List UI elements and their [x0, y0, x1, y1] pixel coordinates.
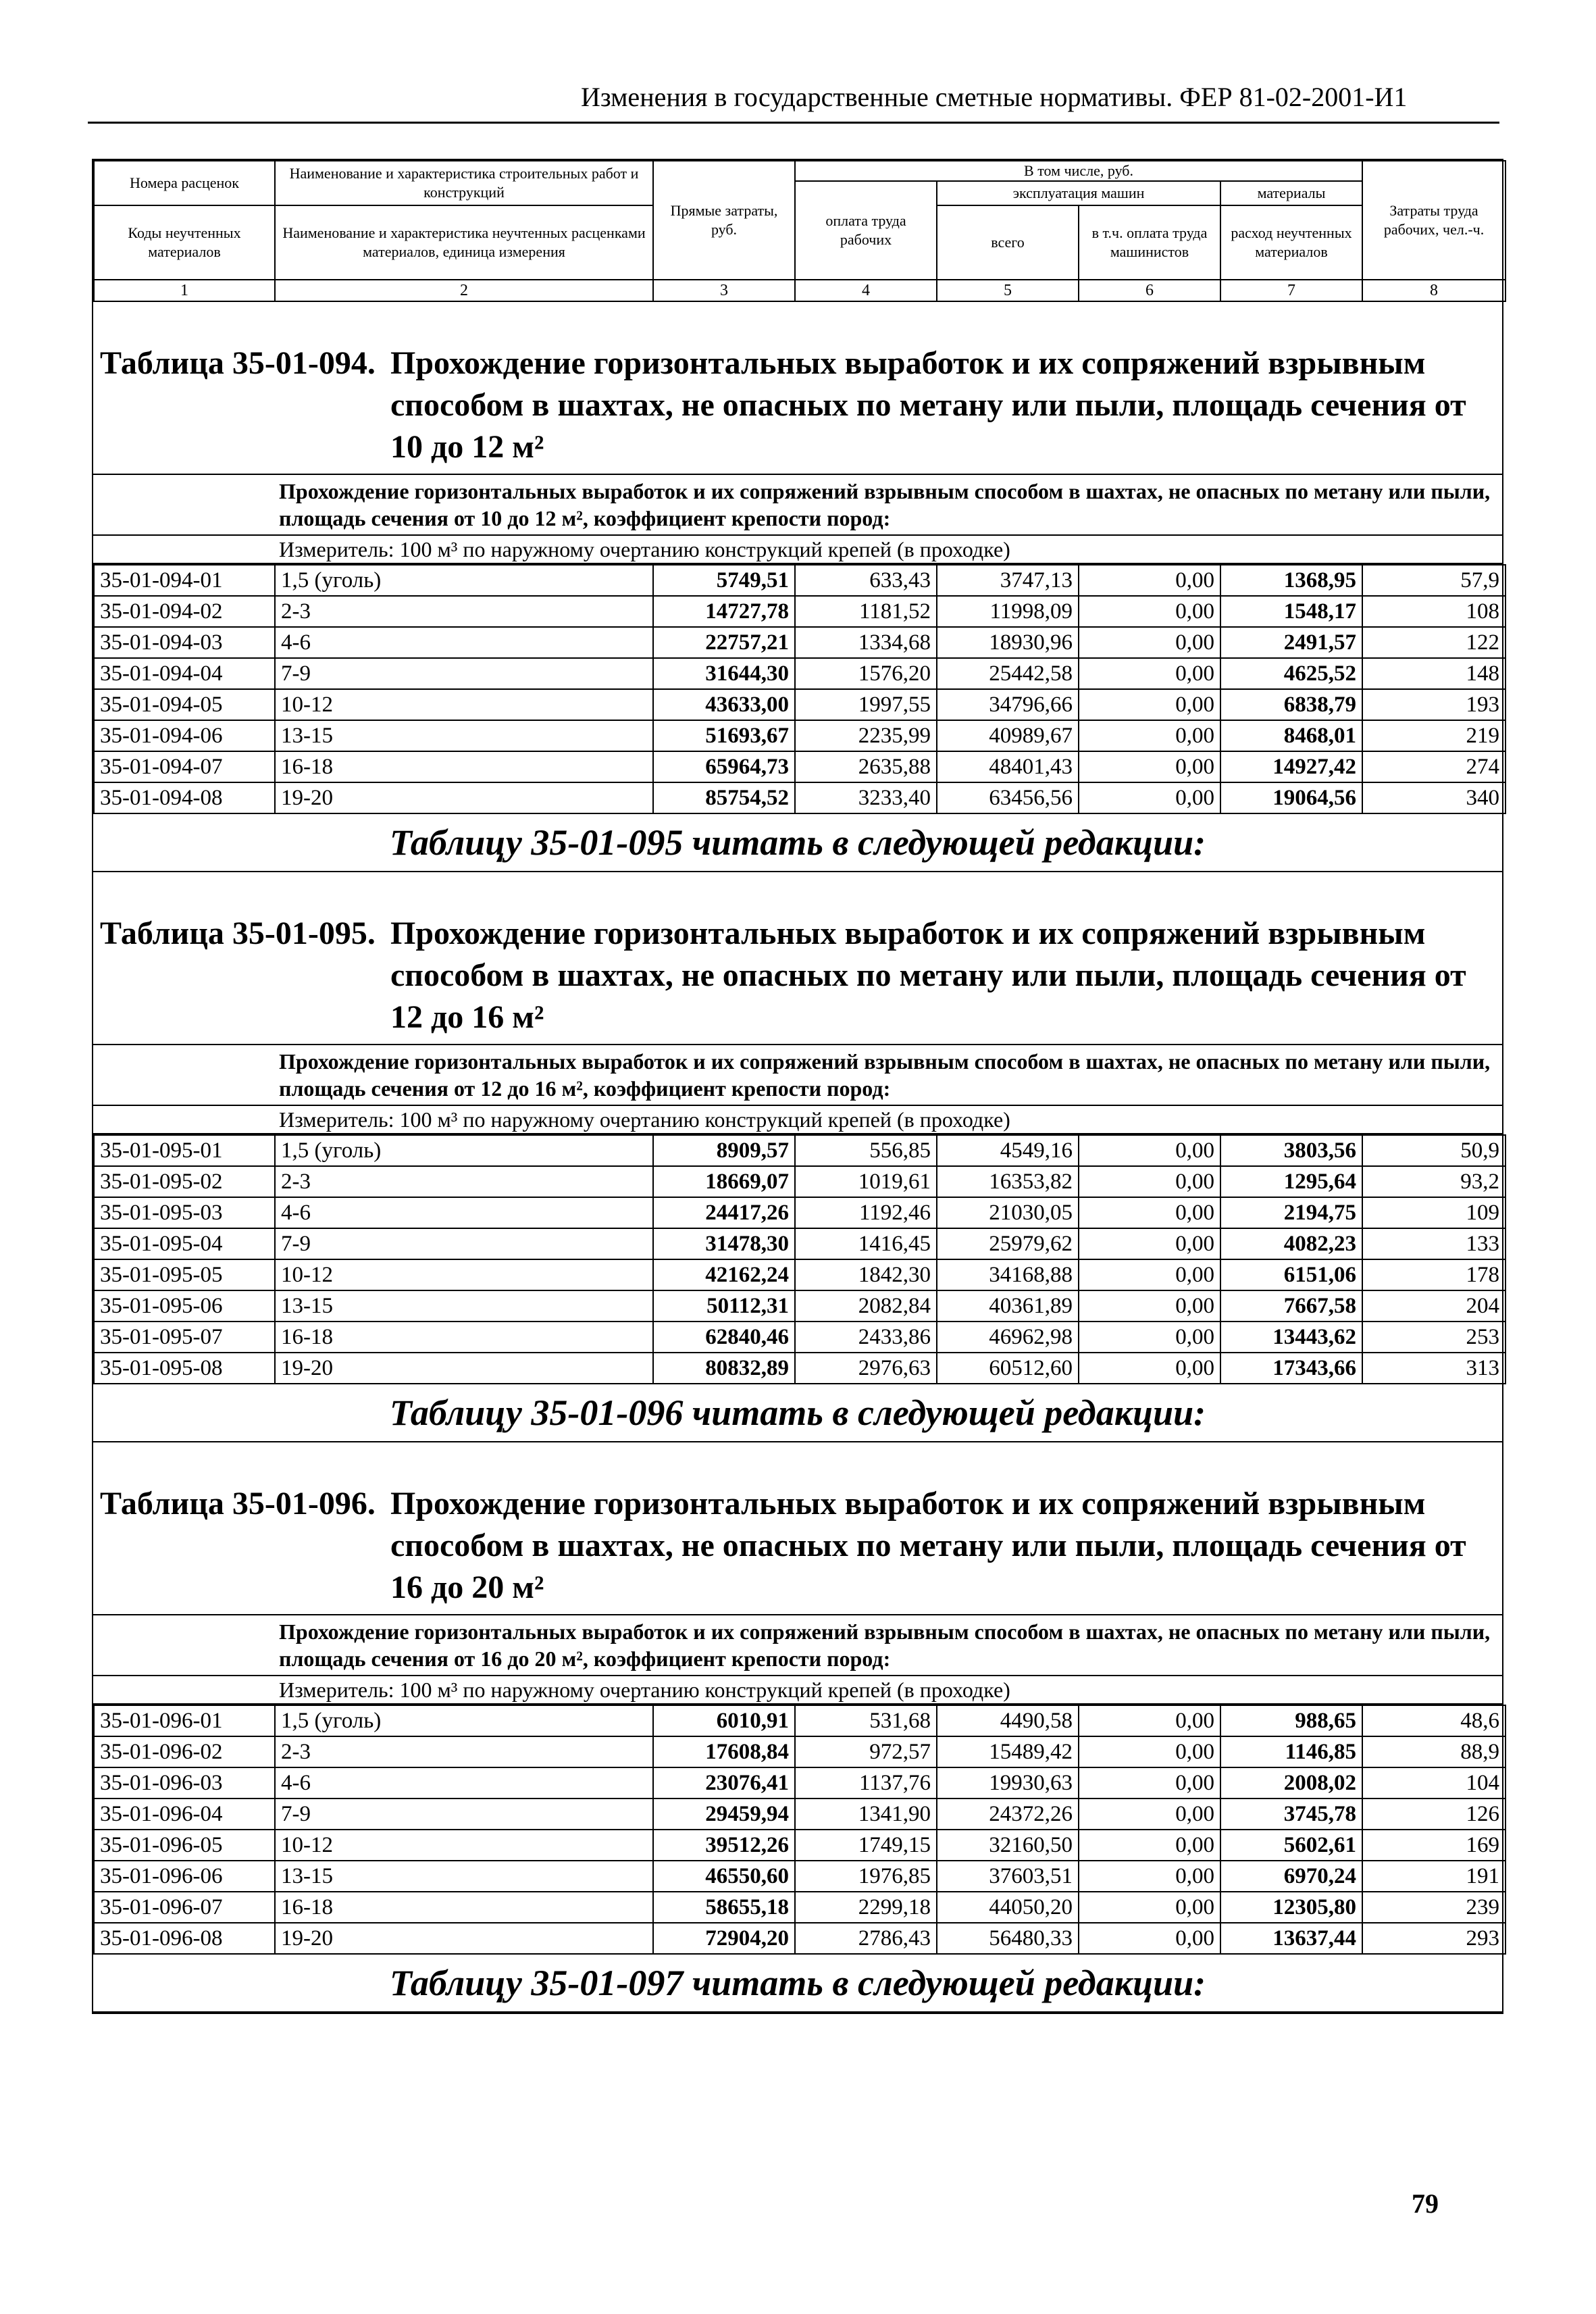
- rock-hardness: 1,5 (уголь): [275, 565, 653, 596]
- materials: 6970,24: [1220, 1861, 1362, 1892]
- labor-pay: 1576,20: [795, 658, 937, 689]
- operators-pay: 0,00: [1079, 751, 1220, 782]
- direct-costs: 42162,24: [653, 1259, 795, 1290]
- rate-code: 35-01-095-03: [94, 1197, 275, 1228]
- materials: 7667,58: [1220, 1290, 1362, 1322]
- table-row: [94, 1705, 1505, 1736]
- rates-table: [93, 1134, 1506, 1384]
- measure-unit: Измеритель: 100 м³ по наружному очертанию конструкций крепей (в проходке): [93, 1676, 1502, 1705]
- measure-unit: Измеритель: 100 м³ по наружному очертанию конструкций крепей (в проходке): [93, 1106, 1502, 1134]
- table-row: [94, 1290, 1505, 1322]
- rate-code: 35-01-095-05: [94, 1259, 275, 1290]
- column-number: 6: [1079, 280, 1220, 301]
- direct-costs: 23076,41: [653, 1767, 795, 1799]
- page-header: Изменения в государственные сметные нормативы. ФЕР 81-02-2001-И1: [581, 82, 1408, 112]
- rate-code: 35-01-095-01: [94, 1135, 275, 1166]
- rock-hardness: 4-6: [275, 1767, 653, 1799]
- table-row: [94, 1259, 1505, 1290]
- labor-hours: 122: [1362, 627, 1505, 658]
- labor-hours: 133: [1362, 1228, 1505, 1259]
- labor-hours: 191: [1362, 1861, 1505, 1892]
- machines-total: 21030,05: [937, 1197, 1079, 1228]
- direct-costs: 17608,84: [653, 1736, 795, 1767]
- direct-costs: 43633,00: [653, 689, 795, 720]
- operators-pay: 0,00: [1079, 1923, 1220, 1954]
- section-spacer: [93, 1442, 1502, 1476]
- rate-code: 35-01-094-08: [94, 782, 275, 813]
- col-header-labor-pay: оплата труда рабочих: [795, 181, 937, 280]
- machines-total: 44050,20: [937, 1892, 1079, 1923]
- rate-code: 35-01-095-02: [94, 1166, 275, 1197]
- materials: 1368,95: [1220, 565, 1362, 596]
- section-description: Прохождение горизонтальных выработок и их сопряжений взрывным способом в шахтах, не опасных по метану или пыли, площадь сечения от 16 до 20 м², коэффициент крепости пород:: [93, 1615, 1502, 1676]
- labor-pay: 1976,85: [795, 1861, 937, 1892]
- labor-hours: 193: [1362, 689, 1505, 720]
- rock-hardness: 2-3: [275, 596, 653, 627]
- rock-hardness: 7-9: [275, 658, 653, 689]
- direct-costs: 24417,26: [653, 1197, 795, 1228]
- machines-total: 25979,62: [937, 1228, 1079, 1259]
- labor-hours: 126: [1362, 1799, 1505, 1830]
- operators-pay: 0,00: [1079, 689, 1220, 720]
- machines-total: 40989,67: [937, 720, 1079, 751]
- table-row: [94, 1830, 1505, 1861]
- section-description: Прохождение горизонтальных выработок и их сопряжений взрывным способом в шахтах, не опасных по метану или пыли, площадь сечения от 10 до 12 м², коэффициент крепости пород:: [93, 475, 1502, 536]
- rock-hardness: 7-9: [275, 1228, 653, 1259]
- labor-pay: 2433,86: [795, 1322, 937, 1353]
- direct-costs: 5749,51: [653, 565, 795, 596]
- rate-code: 35-01-094-01: [94, 565, 275, 596]
- rock-hardness: 10-12: [275, 1259, 653, 1290]
- machines-total: 60512,60: [937, 1353, 1079, 1384]
- materials: 13637,44: [1220, 1923, 1362, 1954]
- labor-hours: 178: [1362, 1259, 1505, 1290]
- operators-pay: 0,00: [1079, 1259, 1220, 1290]
- labor-pay: 556,85: [795, 1135, 937, 1166]
- table-row: [94, 1799, 1505, 1830]
- direct-costs: 85754,52: [653, 782, 795, 813]
- labor-hours: 109: [1362, 1197, 1505, 1228]
- labor-pay: 1416,45: [795, 1228, 937, 1259]
- operators-pay: 0,00: [1079, 1736, 1220, 1767]
- rock-hardness: 2-3: [275, 1736, 653, 1767]
- rate-code: 35-01-096-02: [94, 1736, 275, 1767]
- measure-unit: Измеритель: 100 м³ по наружному очертанию конструкций крепей (в проходке): [93, 536, 1502, 564]
- table-title: [93, 336, 1502, 475]
- redaction-note: Таблицу 35-01-095 читать в следующей редакции:: [93, 814, 1502, 872]
- column-number: 3: [653, 280, 795, 301]
- machines-total: 32160,50: [937, 1830, 1079, 1861]
- rock-hardness: 16-18: [275, 1322, 653, 1353]
- table-number: Таблица 35-01-094.: [100, 345, 376, 381]
- header-rule: [88, 122, 1499, 124]
- operators-pay: 0,00: [1079, 1290, 1220, 1322]
- machines-total: 40361,89: [937, 1290, 1079, 1322]
- table-title-text: Прохождение горизонтальных выработок и их сопряжений взрывным способом в шахтах, не опасных по метану или пыли, площадь сечения от 10 до 12 м²: [390, 345, 1466, 465]
- rate-table-section: [93, 302, 1502, 872]
- materials: 4082,23: [1220, 1228, 1362, 1259]
- rock-hardness: 19-20: [275, 1923, 653, 1954]
- rate-code: 35-01-096-06: [94, 1861, 275, 1892]
- labor-pay: 1842,30: [795, 1259, 937, 1290]
- labor-hours: 253: [1362, 1322, 1505, 1353]
- table-row: [94, 1923, 1505, 1954]
- operators-pay: 0,00: [1079, 627, 1220, 658]
- section-spacer: [93, 302, 1502, 336]
- machines-total: 18930,96: [937, 627, 1079, 658]
- direct-costs: 39512,26: [653, 1830, 795, 1861]
- column-number: 7: [1220, 280, 1362, 301]
- table-row: [94, 596, 1505, 627]
- labor-hours: 274: [1362, 751, 1505, 782]
- table-row: [94, 658, 1505, 689]
- table-row: [94, 1892, 1505, 1923]
- labor-hours: 108: [1362, 596, 1505, 627]
- operators-pay: 0,00: [1079, 1228, 1220, 1259]
- rate-code: 35-01-096-03: [94, 1767, 275, 1799]
- redaction-note: Таблицу 35-01-097 читать в следующей редакции:: [93, 1955, 1502, 2013]
- table-row: [94, 1767, 1505, 1799]
- operators-pay: 0,00: [1079, 1197, 1220, 1228]
- operators-pay: 0,00: [1079, 596, 1220, 627]
- labor-hours: 169: [1362, 1830, 1505, 1861]
- labor-pay: 1019,61: [795, 1166, 937, 1197]
- rate-code: 35-01-094-07: [94, 751, 275, 782]
- col-header-material-usage: расход неучтенных материалов: [1220, 205, 1362, 280]
- labor-pay: 1192,46: [795, 1197, 937, 1228]
- rock-hardness: 7-9: [275, 1799, 653, 1830]
- machines-total: 16353,82: [937, 1166, 1079, 1197]
- materials: 12305,80: [1220, 1892, 1362, 1923]
- col-header-including: В том числе, руб.: [795, 161, 1362, 181]
- rate-code: 35-01-094-04: [94, 658, 275, 689]
- machines-total: 24372,26: [937, 1799, 1079, 1830]
- document-frame: [92, 159, 1503, 2014]
- materials: 1548,17: [1220, 596, 1362, 627]
- labor-hours: 48,6: [1362, 1705, 1505, 1736]
- direct-costs: 6010,91: [653, 1705, 795, 1736]
- direct-costs: 51693,67: [653, 720, 795, 751]
- labor-hours: 104: [1362, 1767, 1505, 1799]
- labor-hours: 50,9: [1362, 1135, 1505, 1166]
- rate-code: 35-01-094-06: [94, 720, 275, 751]
- table-title: [93, 906, 1502, 1045]
- machines-total: 63456,56: [937, 782, 1079, 813]
- labor-hours: 88,9: [1362, 1736, 1505, 1767]
- labor-pay: 1334,68: [795, 627, 937, 658]
- rates-table: [93, 564, 1506, 814]
- operators-pay: 0,00: [1079, 1353, 1220, 1384]
- table-row: [94, 1228, 1505, 1259]
- direct-costs: 80832,89: [653, 1353, 795, 1384]
- labor-pay: 1997,55: [795, 689, 937, 720]
- direct-costs: 62840,46: [653, 1322, 795, 1353]
- rock-hardness: 16-18: [275, 751, 653, 782]
- materials: 2491,57: [1220, 627, 1362, 658]
- materials: 8468,01: [1220, 720, 1362, 751]
- labor-pay: 3233,40: [795, 782, 937, 813]
- redaction-note: Таблицу 35-01-096 читать в следующей редакции:: [93, 1384, 1502, 1442]
- table-number: Таблица 35-01-095.: [100, 915, 376, 951]
- machines-total: 25442,58: [937, 658, 1079, 689]
- labor-pay: 2786,43: [795, 1923, 937, 1954]
- labor-hours: 340: [1362, 782, 1505, 813]
- materials: 1295,64: [1220, 1166, 1362, 1197]
- table-row: [94, 1166, 1505, 1197]
- table-row: [94, 1736, 1505, 1767]
- direct-costs: 8909,57: [653, 1135, 795, 1166]
- machines-total: 56480,33: [937, 1923, 1079, 1954]
- machines-total: 19930,63: [937, 1767, 1079, 1799]
- rate-code: 35-01-096-05: [94, 1830, 275, 1861]
- operators-pay: 0,00: [1079, 1830, 1220, 1861]
- labor-hours: 204: [1362, 1290, 1505, 1322]
- machines-total: 3747,13: [937, 565, 1079, 596]
- col-header-materials-group: материалы: [1220, 181, 1362, 205]
- operators-pay: 0,00: [1079, 1166, 1220, 1197]
- rock-hardness: 10-12: [275, 1830, 653, 1861]
- rate-code: 35-01-096-07: [94, 1892, 275, 1923]
- operators-pay: 0,00: [1079, 720, 1220, 751]
- labor-pay: 1749,15: [795, 1830, 937, 1861]
- rate-code: 35-01-096-01: [94, 1705, 275, 1736]
- materials: 14927,42: [1220, 751, 1362, 782]
- labor-hours: 57,9: [1362, 565, 1505, 596]
- rate-code: 35-01-095-04: [94, 1228, 275, 1259]
- table-row: [94, 720, 1505, 751]
- operators-pay: 0,00: [1079, 1705, 1220, 1736]
- materials: 5602,61: [1220, 1830, 1362, 1861]
- operators-pay: 0,00: [1079, 1799, 1220, 1830]
- rock-hardness: 2-3: [275, 1166, 653, 1197]
- col-header-operators-pay: в т.ч. оплата труда машинистов: [1079, 205, 1220, 280]
- materials: 4625,52: [1220, 658, 1362, 689]
- rock-hardness: 19-20: [275, 1353, 653, 1384]
- operators-pay: 0,00: [1079, 658, 1220, 689]
- materials: 1146,85: [1220, 1736, 1362, 1767]
- labor-pay: 1181,52: [795, 596, 937, 627]
- direct-costs: 14727,78: [653, 596, 795, 627]
- table-title: [93, 1476, 1502, 1615]
- section-spacer: [93, 872, 1502, 906]
- materials: 2008,02: [1220, 1767, 1362, 1799]
- col-header-material-name: Наименование и характеристика неучтенных расценками материалов, единица измерения: [275, 205, 653, 280]
- direct-costs: 58655,18: [653, 1892, 795, 1923]
- labor-hours: 219: [1362, 720, 1505, 751]
- machines-total: 4549,16: [937, 1135, 1079, 1166]
- labor-hours: 148: [1362, 658, 1505, 689]
- column-number: 4: [795, 280, 937, 301]
- machines-total: 37603,51: [937, 1861, 1079, 1892]
- operators-pay: 0,00: [1079, 565, 1220, 596]
- table-title-text: Прохождение горизонтальных выработок и их сопряжений взрывным способом в шахтах, не опасных по метану или пыли, площадь сечения от 12 до 16 м²: [390, 915, 1466, 1035]
- operators-pay: 0,00: [1079, 1135, 1220, 1166]
- machines-total: 4490,58: [937, 1705, 1079, 1736]
- machines-total: 34796,66: [937, 689, 1079, 720]
- labor-pay: 2299,18: [795, 1892, 937, 1923]
- table-row: [94, 627, 1505, 658]
- col-header-codes: Номера расценок: [94, 161, 275, 205]
- labor-pay: 2976,63: [795, 1353, 937, 1384]
- column-header-table: [93, 160, 1506, 302]
- table-row: [94, 782, 1505, 813]
- col-header-machines-total: всего: [937, 205, 1079, 280]
- column-number-row: [94, 280, 1505, 301]
- materials: 19064,56: [1220, 782, 1362, 813]
- rate-code: 35-01-094-03: [94, 627, 275, 658]
- labor-pay: 2635,88: [795, 751, 937, 782]
- materials: 6151,06: [1220, 1259, 1362, 1290]
- table-title-text: Прохождение горизонтальных выработок и их сопряжений взрывным способом в шахтах, не опасных по метану или пыли, площадь сечения от 16 до 20 м²: [390, 1486, 1466, 1605]
- rate-code: 35-01-095-08: [94, 1353, 275, 1384]
- section-description: Прохождение горизонтальных выработок и их сопряжений взрывным способом в шахтах, не опасных по метану или пыли, площадь сечения от 12 до 16 м², коэффициент крепости пород:: [93, 1045, 1502, 1106]
- materials: 2194,75: [1220, 1197, 1362, 1228]
- table-number: Таблица 35-01-096.: [100, 1486, 376, 1521]
- materials: 3803,56: [1220, 1135, 1362, 1166]
- labor-pay: 2082,84: [795, 1290, 937, 1322]
- table-row: [94, 1861, 1505, 1892]
- operators-pay: 0,00: [1079, 1322, 1220, 1353]
- column-number: 1: [94, 280, 275, 301]
- materials: 6838,79: [1220, 689, 1362, 720]
- rate-code: 35-01-096-08: [94, 1923, 275, 1954]
- rock-hardness: 1,5 (уголь): [275, 1705, 653, 1736]
- col-header-work-name: Наименование и характеристика строительных работ и конструкций: [275, 161, 653, 205]
- operators-pay: 0,00: [1079, 1861, 1220, 1892]
- col-header-direct-costs: Прямые затраты, руб.: [653, 161, 795, 280]
- rock-hardness: 1,5 (уголь): [275, 1135, 653, 1166]
- rock-hardness: 16-18: [275, 1892, 653, 1923]
- labor-pay: 972,57: [795, 1736, 937, 1767]
- table-row: [94, 1135, 1505, 1166]
- column-number: 5: [937, 280, 1079, 301]
- column-number: 8: [1362, 280, 1505, 301]
- labor-hours: 293: [1362, 1923, 1505, 1954]
- labor-hours: 313: [1362, 1353, 1505, 1384]
- page-number: 79: [1412, 2188, 1439, 2219]
- rock-hardness: 4-6: [275, 627, 653, 658]
- machines-total: 46962,98: [937, 1322, 1079, 1353]
- labor-pay: 2235,99: [795, 720, 937, 751]
- rate-table-section: [93, 872, 1502, 1442]
- materials: 3745,78: [1220, 1799, 1362, 1830]
- table-row: [94, 565, 1505, 596]
- labor-pay: 633,43: [795, 565, 937, 596]
- column-number: 2: [275, 280, 653, 301]
- rate-table-section: [93, 1442, 1502, 2013]
- machines-total: 15489,42: [937, 1736, 1079, 1767]
- labor-pay: 531,68: [795, 1705, 937, 1736]
- direct-costs: 31644,30: [653, 658, 795, 689]
- labor-pay: 1341,90: [795, 1799, 937, 1830]
- rate-code: 35-01-094-05: [94, 689, 275, 720]
- operators-pay: 0,00: [1079, 1767, 1220, 1799]
- rock-hardness: 13-15: [275, 1861, 653, 1892]
- table-row: [94, 751, 1505, 782]
- rates-table: [93, 1705, 1506, 1955]
- table-row: [94, 1353, 1505, 1384]
- table-row: [94, 689, 1505, 720]
- rock-hardness: 10-12: [275, 689, 653, 720]
- direct-costs: 50112,31: [653, 1290, 795, 1322]
- machines-total: 48401,43: [937, 751, 1079, 782]
- materials: 13443,62: [1220, 1322, 1362, 1353]
- direct-costs: 18669,07: [653, 1166, 795, 1197]
- materials: 17343,66: [1220, 1353, 1362, 1384]
- materials: 988,65: [1220, 1705, 1362, 1736]
- direct-costs: 31478,30: [653, 1228, 795, 1259]
- rock-hardness: 13-15: [275, 720, 653, 751]
- rate-code: 35-01-096-04: [94, 1799, 275, 1830]
- labor-hours: 93,2: [1362, 1166, 1505, 1197]
- machines-total: 34168,88: [937, 1259, 1079, 1290]
- direct-costs: 65964,73: [653, 751, 795, 782]
- col-header-machines-group: эксплуатация машин: [937, 181, 1220, 205]
- machines-total: 11998,09: [937, 596, 1079, 627]
- table-row: [94, 1197, 1505, 1228]
- direct-costs: 22757,21: [653, 627, 795, 658]
- rate-code: 35-01-095-06: [94, 1290, 275, 1322]
- col-header-material-codes: Коды неучтенных материалов: [94, 205, 275, 280]
- rate-code: 35-01-094-02: [94, 596, 275, 627]
- direct-costs: 72904,20: [653, 1923, 795, 1954]
- rock-hardness: 4-6: [275, 1197, 653, 1228]
- labor-hours: 239: [1362, 1892, 1505, 1923]
- direct-costs: 46550,60: [653, 1861, 795, 1892]
- col-header-labor-hours: Затраты труда рабочих, чел.-ч.: [1362, 161, 1505, 280]
- labor-pay: 1137,76: [795, 1767, 937, 1799]
- rock-hardness: 19-20: [275, 782, 653, 813]
- rate-code: 35-01-095-07: [94, 1322, 275, 1353]
- operators-pay: 0,00: [1079, 1892, 1220, 1923]
- direct-costs: 29459,94: [653, 1799, 795, 1830]
- operators-pay: 0,00: [1079, 782, 1220, 813]
- table-row: [94, 1322, 1505, 1353]
- rock-hardness: 13-15: [275, 1290, 653, 1322]
